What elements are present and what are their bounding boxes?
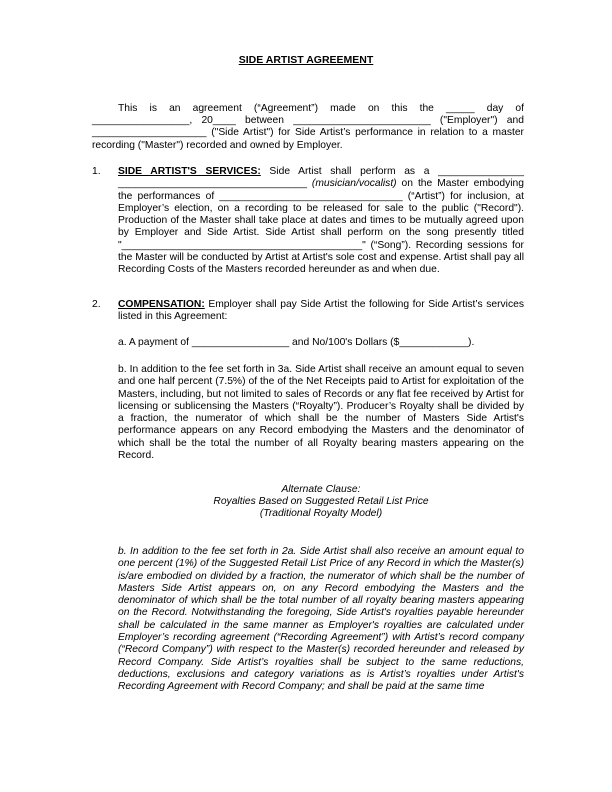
- alternate-clause-model: (Traditional Royalty Model): [259, 508, 383, 519]
- intro-first-line: This is an agreement (“Agreement”) made on this the _____ day of: [118, 103, 524, 114]
- section-1-text-b: on the Master embodying the performances of ________________________________ (“Artist”) for inclusion, at Employer’s election, on a recording to be released for sale to the public ("Record"). Production of the Master shall take place at dates and times to be mutually agreed upon by Employer and Side Artist. Side Artist shall perform on the song presently titled "__________________________________________" (“Song”). Recording sessions for the Master will be conducted by Artist at Artist's sole cost and expense. Artist shall pay all Recording Costs of the Masters recorded hereunder as and when due.: [118, 178, 524, 276]
- section-2-number: 2.: [92, 299, 101, 310]
- section-2-sub-b: b. In addition to the fee set forth in 3a. Side Artist shall receive an amount equal to seven and one half percent (7.5%) of the of the Net Receipts paid to Artist for exploitation of the Masters, including, but not limited to sales of Records or any flat fee received by Artist for licensing or sublicensing the Masters (“Royalty”). Producer’s Royalty shall be divided by a fraction, the numerator of which shall be the number of Masters Side Artist's performance appears on any Record embodying the Masters and the denominator of which shall be the total the number of all Royalty bearing masters appearing on the Record.: [118, 364, 524, 462]
- alternate-clause-title: Alternate Clause:: [281, 484, 361, 495]
- alternate-clause-body: b. In addition to the fee set forth in 2a. Side Artist shall also receive an amount equal to one percent (1%) of the Suggested Retail List Price of any Record in which the Master(s) is/are embodied on divided by a fraction, the numerator of which shall be the number of Masters Side Artist appears on, on any Record embodying the Masters and the denominator of which shall be the total number of all royalty bearing masters appearing on the Record. Notwithstanding the foregoing, Side Artist's royalties payable hereunder shall be calculated in the same manner as Employer's royalties are calculated under Employer’s recording agreement (“Recording Agreement”) with Artist’s record company (“Record Company”) with respect to the Master(s) recorded hereunder and released by Record Company. Side Artist’s royalties shall be subject to the same reductions, deductions, exclusions and category variations as is Artist’s royalties under Artist's Recording Agreement with Record Company; and shall be paid at the same time: [118, 546, 524, 693]
- intro-paragraph: _________________, 20____ between ________________________ ("Employer") and ____________________ ("Side Artist") for Side Artist’s performance in relation to a master recording ("Master") recorded and owned by Employer.: [92, 115, 524, 151]
- section-1-paragraph: [118, 166, 524, 277]
- document-title: SIDE ARTIST AGREEMENT: [238, 54, 374, 66]
- section-2-paragraph: [118, 299, 524, 324]
- section-2-heading: COMPENSATION:: [118, 299, 205, 310]
- alternate-clause-subtitle: Royalties Based on Suggested Retail List Price: [213, 496, 429, 507]
- section-1-role: (musician/vocalist): [311, 178, 397, 190]
- section-1-heading: SIDE ARTIST'S SERVICES:: [118, 166, 261, 177]
- section-2-sub-a: a. A payment of _________________ and No/100's Dollars ($____________).: [118, 337, 475, 348]
- section-2-text: Employer shall pay Side Artist the following for Side Artist’s services listed in this Agreement:: [118, 299, 524, 323]
- section-1-number: 1.: [92, 166, 101, 177]
- section-1-text-a: Side Artist shall perform as a _______________ _________________________________: [118, 166, 524, 190]
